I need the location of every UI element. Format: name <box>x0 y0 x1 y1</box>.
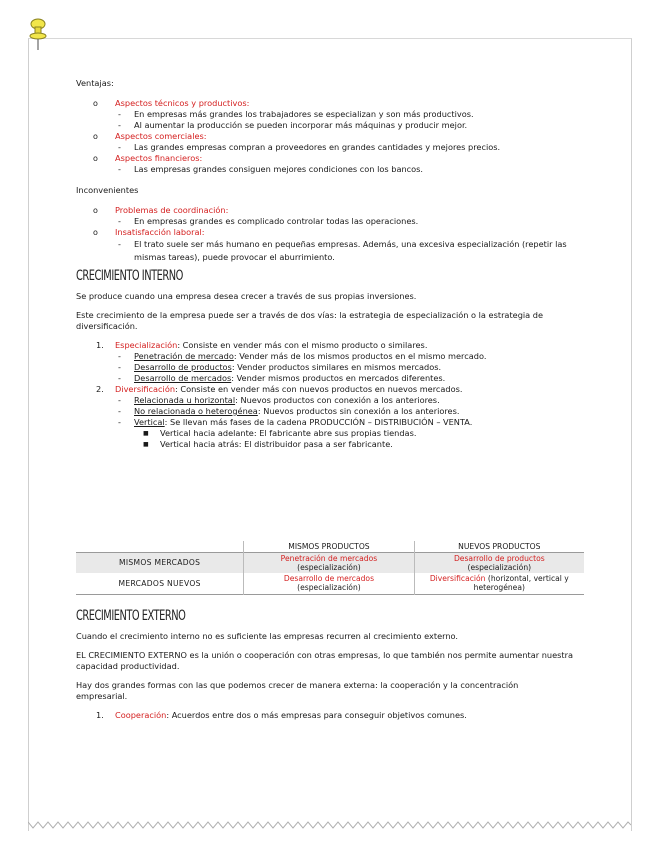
term-text: : Vender más de los mismos productos en el mismo mercado. <box>233 351 487 361</box>
cell-strategy: Penetración de mercados <box>280 553 378 563</box>
item-number: 1. <box>96 710 104 720</box>
list-subitem: - Relacionada u horizontal: Nuevos productos con conexión a los anteriores. <box>118 395 440 405</box>
list-item <box>76 227 586 238</box>
circle-bullet-icon: o <box>93 228 98 237</box>
list-subitem-text: Al aumentar la producción se pueden incorporar más máquinas y producir mejor. <box>134 120 468 130</box>
list-subitem: - Al aumentar la producción se pueden incorporar más máquinas y producir mejor. <box>118 120 468 130</box>
term: Cooperación <box>115 710 167 720</box>
cell-strategy: Desarrollo de productos <box>453 553 545 563</box>
list-subitem: - No relacionada o heterogénea: Nuevos productos sin conexión a los anteriores. <box>118 406 460 416</box>
list-subitem: - Desarrollo de mercados: Vender mismos productos en mercados diferentes. <box>118 373 446 383</box>
cell-strategy: Desarrollo de mercados <box>283 574 375 584</box>
table-header: MISMOS PRODUCTOS <box>244 541 414 552</box>
item-number: 2. <box>96 384 104 394</box>
list-item <box>76 205 586 216</box>
term-text: : Vender productos similares en mismos mercados. <box>231 362 442 372</box>
list-subitem: - Desarrollo de productos: Vender productos similares en mismos mercados. <box>118 362 442 372</box>
section-heading-interno: CRECIMIENTO INTERNO <box>76 268 183 284</box>
list-subitem: - Las empresas grandes consiguen mejores condiciones con los bancos. <box>118 164 424 174</box>
document-content-externo <box>76 608 586 721</box>
term-text: : Consiste en vender más con el mismo producto o similares. <box>177 340 428 350</box>
list-item-title: Problemas de coordinación: <box>115 205 229 215</box>
inconvenientes-title: Inconvenientes <box>76 185 139 195</box>
table-cell <box>414 573 584 594</box>
list-subitem-text: Las empresas grandes consiguen mejores condiciones con los bancos. <box>134 164 424 174</box>
cell-note: (horizontal, vertical y <box>485 574 569 584</box>
item-number: 1. <box>96 340 104 350</box>
cell-strategy: Diversificación <box>429 574 486 584</box>
page-torn-edge <box>28 812 631 836</box>
circle-bullet-icon: o <box>93 132 98 141</box>
table-row <box>76 573 584 594</box>
ventajas-title: Ventajas: <box>76 78 114 88</box>
list-subitem: - El trato suele ser más humano en pequeñas empresas. Además, una excesiva especialización (repetir las mismas tareas), puede provocar el aburrimiento. <box>118 239 567 262</box>
term: Desarrollo de mercados <box>134 373 232 383</box>
cell-note: (especialización) <box>297 562 361 572</box>
term: Especialización <box>115 340 178 350</box>
list-subitem-text: El trato suele ser más humano en pequeñas empresas. Además, una excesiva especialización (repetir las mismas tareas), puede provocar el aburrimiento. <box>134 239 567 262</box>
paragraph: EL CRECIMIENTO EXTERNO es la unión o cooperación con otras empresas, lo que también nos permite aumentar nuestra capacidad productividad. <box>76 650 574 671</box>
term: Relacionada u horizontal <box>134 395 236 405</box>
list-subitem-text: Las grandes empresas compran a proveedores en grandes cantidades y mejores precios. <box>134 142 501 152</box>
circle-bullet-icon: o <box>93 206 98 215</box>
paragraph: Cuando el crecimiento interno no es suficiente las empresas recurren al crecimiento externo. <box>76 631 458 641</box>
table-cell <box>244 573 414 594</box>
list-subitem-text: En empresas más grandes los trabajadores se especializan y son más productivos. <box>134 109 474 119</box>
list-subitem: - En empresas grandes es complicado controlar todas las operaciones. <box>118 216 419 226</box>
table-corner <box>76 541 244 552</box>
list-subitem: - En empresas más grandes los trabajadores se especializan y son más productivos. <box>118 109 474 119</box>
square-bullet-icon: ■ <box>143 441 149 448</box>
term-text: : Consiste en vender más con nuevos productos en nuevos mercados. <box>175 384 463 394</box>
term-text: : Se llevan más fases de la cadena PRODUCCIÓN – DISTRIBUCIÓN – VENTA. <box>164 417 473 427</box>
strategy-table <box>76 541 584 595</box>
list-item <box>76 131 586 142</box>
cell-note: (especialización) <box>297 583 361 593</box>
term: No relacionada o heterogénea <box>134 406 258 416</box>
list-item <box>76 153 586 164</box>
list-item-title: Aspectos financieros: <box>115 153 203 163</box>
term-text: : Nuevos productos sin conexión a los anteriores. <box>257 406 460 416</box>
list-item-title: Aspectos comerciales: <box>115 131 207 141</box>
list-subitem: - Vertical: Se llevan más fases de la cadena PRODUCCIÓN – DISTRIBUCIÓN – VENTA. <box>118 417 473 427</box>
table-header: NUEVOS PRODUCTOS <box>414 541 584 552</box>
list-subsubitem-text: Vertical hacia adelante: El fabricante abre sus propias tiendas. <box>160 428 417 438</box>
paragraph: Este crecimiento de la empresa puede ser a través de dos vías: la estrategia de especialización o la estrategia de diversificación. <box>76 310 544 331</box>
cell-note: heterogénea) <box>473 583 525 593</box>
table-header-row <box>76 541 584 552</box>
term: Penetración de mercado <box>134 351 234 361</box>
numbered-item <box>76 384 586 395</box>
term-text: : Vender mismos productos en mercados diferentes. <box>231 373 446 383</box>
paragraph: Hay dos grandes formas con las que podemos crecer de manera externa: la cooperación y la concentración empresarial. <box>76 680 519 701</box>
table-row-label: MISMOS MERCADOS <box>119 558 201 568</box>
square-bullet-icon: ■ <box>143 430 149 437</box>
circle-bullet-icon: o <box>93 154 98 163</box>
list-subsubitem <box>76 439 586 450</box>
list-subitem-text: En empresas grandes es complicado controlar todas las operaciones. <box>134 216 419 226</box>
circle-bullet-icon: o <box>93 99 98 108</box>
list-item <box>76 98 586 109</box>
paragraph: Se produce cuando una empresa desea crecer a través de sus propias inversiones. <box>76 291 417 301</box>
table-row <box>76 552 584 573</box>
table-cell <box>414 552 584 573</box>
list-subsubitem-text: Vertical hacia atrás: El distribuidor pasa a ser fabricante. <box>160 439 393 449</box>
table-cell <box>244 552 414 573</box>
term: Vertical <box>134 417 165 427</box>
term-text: : Nuevos productos con conexión a los anteriores. <box>235 395 440 405</box>
term: Diversificación <box>115 384 176 394</box>
cell-note: (especialización) <box>467 562 532 572</box>
term: Desarrollo de productos <box>134 362 232 372</box>
list-subsubitem <box>76 428 586 439</box>
numbered-item <box>76 340 586 351</box>
table-row-label: MERCADOS NUEVOS <box>118 578 201 588</box>
list-subitem: - Las grandes empresas compran a proveedores en grandes cantidades y mejores precios. <box>118 142 501 152</box>
document-content <box>76 78 586 450</box>
list-item-title: Aspectos técnicos y productivos: <box>115 98 250 108</box>
term-text: : Acuerdos entre dos o más empresas para conseguir objetivos comunes. <box>166 710 467 720</box>
numbered-item <box>76 710 586 721</box>
list-item-title: Insatisfacción laboral: <box>115 227 205 237</box>
pushpin-icon <box>27 17 49 51</box>
list-subitem: - Penetración de mercado: Vender más de los mismos productos en el mismo mercado. <box>118 351 487 361</box>
section-heading-externo: CRECIMIENTO EXTERNO <box>76 608 186 624</box>
